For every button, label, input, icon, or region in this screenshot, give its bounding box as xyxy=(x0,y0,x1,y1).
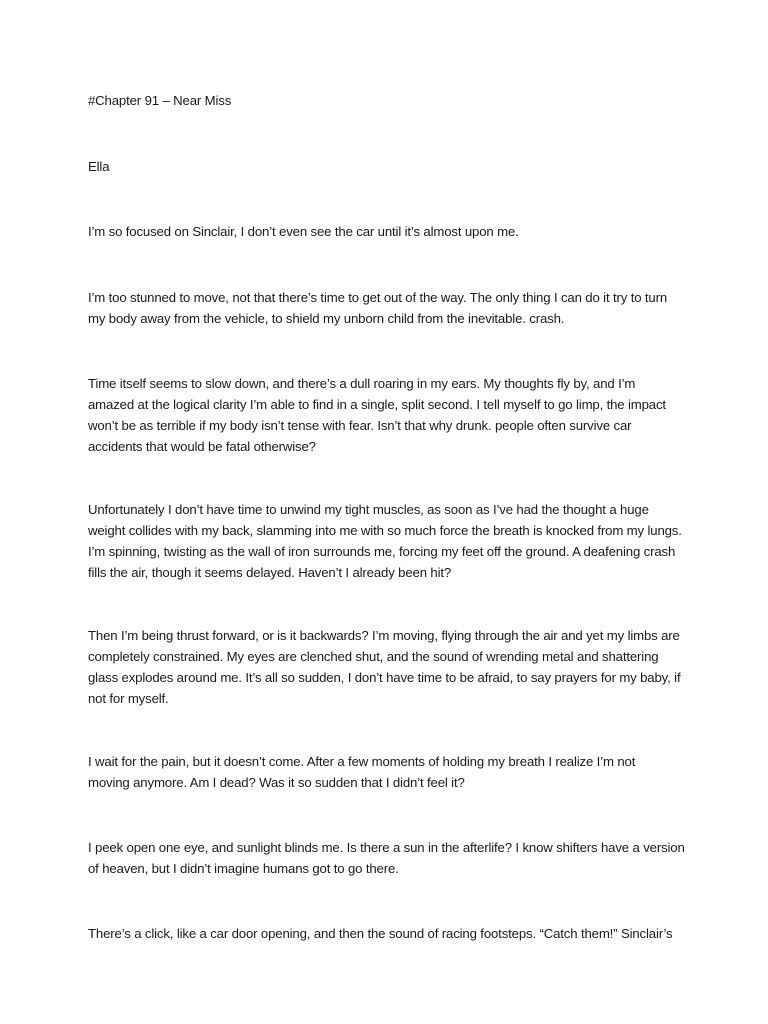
paragraph-line: weight collides with my back, slamming into me with so much force the breath is knocked from my lungs. xyxy=(88,523,682,538)
paragraph-line: accidents that would be fatal otherwise? xyxy=(88,439,316,454)
paragraph-line: of heaven, but I didn’t imagine humans got to go there. xyxy=(88,861,399,876)
paragraph-line: I peek open one eye, and sunlight blinds me. Is there a sun in the afterlife? I know shifters have a version xyxy=(88,840,685,855)
paragraph-line: I wait for the pain, but it doesn’t come. After a few moments of holding my breath I realize I’m not xyxy=(88,754,636,769)
paragraph-line: glass explodes around me. It’s all so sudden, I don’t have time to be afraid, to say prayers for my baby, if xyxy=(88,670,681,685)
paragraph-line: Then I’m being thrust forward, or is it backwards? I’m moving, flying through the air and yet my limbs are xyxy=(88,628,680,643)
paragraph-line: completely constrained. My eyes are clenched shut, and the sound of wrending metal and shattering xyxy=(88,649,659,664)
paragraph-line: There’s a click, like a car door opening, and then the sound of racing footsteps. “Catch them!” Sinclair’s xyxy=(88,926,673,941)
paragraph-line: won’t be as terrible if my body isn’t tense with fear. Isn’t that why drunk. people often survive car xyxy=(88,418,632,433)
paragraph-line: amazed at the logical clarity I’m able to find in a single, split second. I tell myself to go limp, the impact xyxy=(88,397,666,412)
paragraph-line: I’m so focused on Sinclair, I don’t even see the car until it’s almost upon me. xyxy=(88,224,519,239)
paragraph-line: Unfortunately I don’t have time to unwind my tight muscles, as soon as I’ve had the thought a huge xyxy=(88,502,649,517)
paragraph-line: I’m too stunned to move, not that there’s time to get out of the way. The only thing I can do it try to turn xyxy=(88,290,668,305)
paragraph-line: fills the air, though it seems delayed. Haven’t I already been hit? xyxy=(88,565,452,580)
paragraph-line: my body away from the vehicle, to shield my unborn child from the inevitable. crash. xyxy=(88,311,565,326)
paragraph-line: moving anymore. Am I dead? Was it so sudden that I didn’t feel it? xyxy=(88,775,465,790)
paragraph-line: not for myself. xyxy=(88,691,169,706)
paragraph-line: Time itself seems to slow down, and there’s a dull roaring in my ears. My thoughts fly by, and I’m xyxy=(88,376,636,391)
paragraph-line: I’m spinning, twisting as the wall of iron surrounds me, forcing my feet off the ground. A deafening crash xyxy=(88,544,676,559)
chapter-heading: #Chapter 91 – Near Miss xyxy=(88,93,232,108)
pov-name: Ella xyxy=(88,159,110,174)
